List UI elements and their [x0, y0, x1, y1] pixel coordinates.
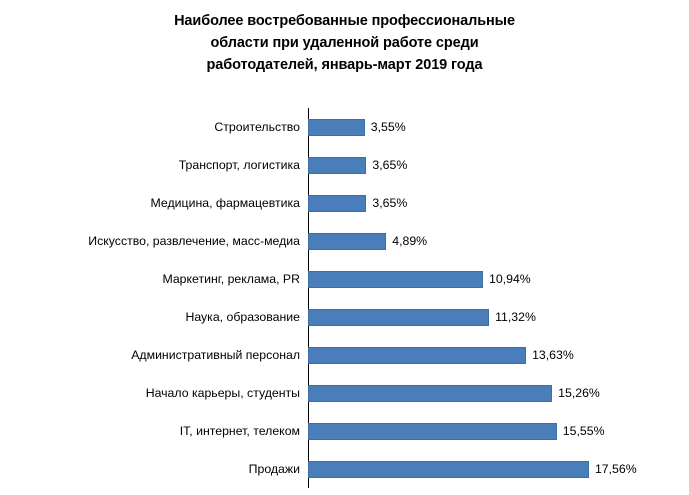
bar-value-label: 10,94% — [489, 272, 531, 286]
category-label: Начало карьеры, студенты — [145, 386, 300, 400]
chart-title-line-3: работодателей, январь-март 2019 года — [206, 57, 483, 73]
category-label: Медицина, фармацевтика — [150, 196, 300, 210]
bar-row — [0, 146, 689, 184]
bar-row — [0, 374, 689, 412]
plot-area — [0, 108, 689, 488]
bar-value-label: 11,32% — [495, 310, 536, 324]
bar-row — [0, 108, 689, 146]
bar-area — [308, 336, 689, 374]
category-label: Продажи — [248, 462, 300, 476]
bar-value-label: 4,89% — [392, 234, 428, 248]
bar-value-label: 3,65% — [372, 158, 408, 172]
bar-value-label: 13,63% — [532, 348, 574, 362]
category-label: Административный персонал — [131, 348, 300, 362]
chart-title-line-1: Наиболее востребованные профессиональные — [174, 13, 515, 29]
bar-area — [308, 184, 689, 222]
bar — [308, 309, 489, 326]
bar-row — [0, 450, 689, 488]
bar-value-label: 17,56% — [594, 462, 637, 476]
bar-area — [308, 298, 689, 336]
bar-value-label: 3,55% — [370, 120, 406, 134]
bar — [308, 157, 366, 174]
chart-title-line-2: области при удаленной работе среди — [210, 35, 479, 51]
bar-area — [308, 108, 689, 146]
bar-area — [308, 412, 689, 450]
category-label: Транспорт, логистика — [178, 158, 300, 172]
bar-row — [0, 412, 689, 450]
bar — [308, 119, 365, 136]
bar-area — [308, 222, 689, 260]
bar-area — [308, 146, 689, 184]
category-label: Строительство — [214, 120, 300, 134]
bar — [308, 195, 366, 212]
bar — [308, 233, 386, 250]
chart-title — [0, 10, 689, 76]
bar-row — [0, 298, 689, 336]
bar-row — [0, 336, 689, 374]
bar-row — [0, 260, 689, 298]
bar-row — [0, 222, 689, 260]
category-label: IT, интернет, телеком — [179, 424, 300, 438]
bar-value-label: 15,55% — [562, 424, 605, 438]
bar — [308, 461, 589, 478]
bar-area — [308, 450, 689, 488]
category-label: Маркетинг, реклама, PR — [162, 272, 300, 286]
bar — [308, 271, 483, 288]
bar-value-label: 15,26% — [558, 386, 600, 400]
bar-rows — [0, 108, 689, 488]
bar-area — [308, 260, 689, 298]
bar — [308, 423, 557, 440]
category-label: Искусство, развлечение, масс-медиа — [88, 234, 300, 248]
bar-area — [308, 374, 689, 412]
bar-row — [0, 184, 689, 222]
category-label: Наука, образование — [185, 310, 300, 324]
bar — [308, 385, 552, 402]
bar-value-label: 3,65% — [372, 196, 408, 210]
bar — [308, 347, 526, 364]
